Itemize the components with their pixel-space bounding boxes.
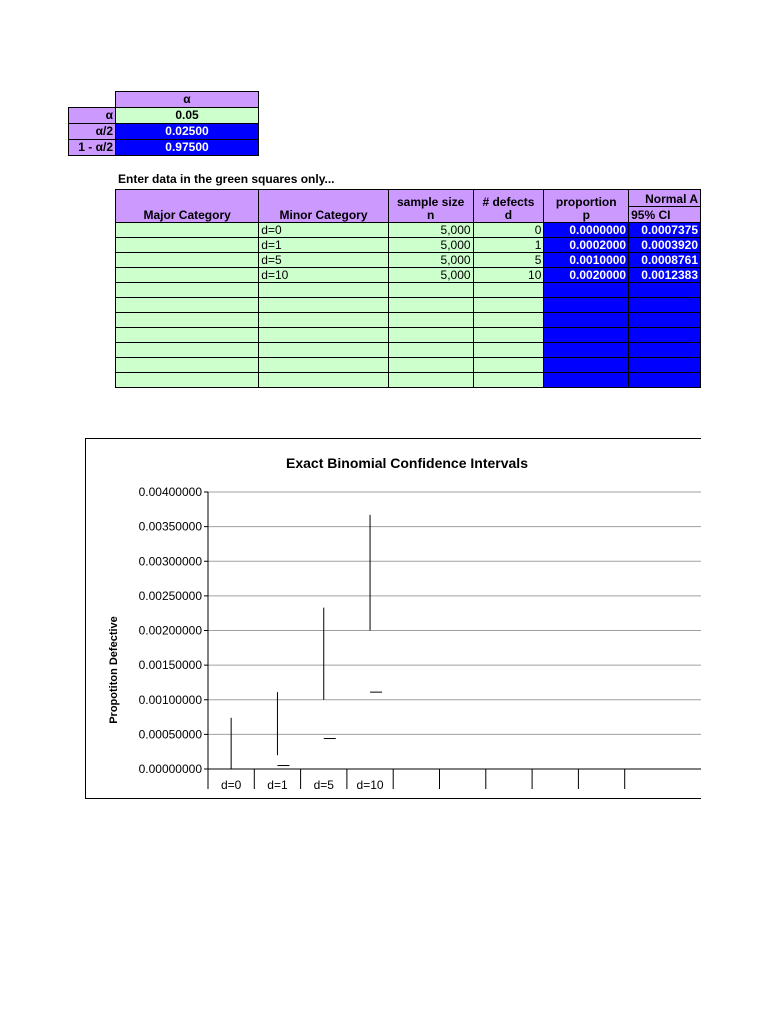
major-category-cell[interactable] — [116, 328, 259, 343]
ci-cell[interactable]: 0.0007375 — [629, 223, 701, 238]
alpha-half-label-cell[interactable]: α/2 — [68, 123, 116, 140]
table-row — [116, 358, 701, 373]
ci-cell[interactable]: 0.0008761 — [629, 253, 701, 268]
chart-frame[interactable] — [85, 438, 701, 799]
defects-cell[interactable]: 5 — [473, 253, 544, 268]
proportion-header[interactable] — [544, 190, 629, 223]
major-category-cell[interactable] — [116, 358, 259, 373]
major-category-cell[interactable] — [116, 253, 259, 268]
x-tick-label: d=0 — [220, 778, 242, 792]
proportion-cell[interactable] — [544, 298, 629, 313]
defects-cell[interactable] — [473, 283, 544, 298]
y-tick-label: 0.00050000 — [138, 727, 202, 742]
sample-size-cell[interactable]: 5,000 — [388, 223, 473, 238]
instruction-text: Enter data in the green squares only... — [118, 172, 335, 186]
table-row — [116, 238, 701, 253]
alpha-value-cell[interactable]: 0.05 — [115, 107, 259, 124]
ci-cell[interactable] — [629, 328, 701, 343]
defects-header[interactable] — [473, 190, 544, 223]
ci-cell[interactable]: 0.0003920 — [629, 238, 701, 253]
major-category-cell[interactable] — [116, 373, 259, 388]
minor-category-cell[interactable] — [259, 328, 388, 343]
defects-cell[interactable] — [473, 313, 544, 328]
data-table — [115, 189, 701, 388]
table-row — [116, 343, 701, 358]
table-header-row — [116, 190, 701, 207]
defects-header-line2: d — [504, 208, 513, 222]
defects-cell[interactable] — [473, 373, 544, 388]
proportion-cell[interactable]: 0.0010000 — [544, 253, 629, 268]
table-row — [116, 253, 701, 268]
x-tick-label: d=1 — [267, 778, 288, 792]
major-category-cell[interactable] — [116, 223, 259, 238]
one-minus-alpha-half-label-cell[interactable]: 1 - α/2 — [68, 139, 116, 156]
y-tick-label: 0.00000000 — [138, 762, 202, 776]
defects-cell[interactable]: 10 — [473, 268, 544, 283]
major-category-cell[interactable] — [116, 343, 259, 358]
sample-size-header[interactable] — [388, 190, 473, 223]
defects-cell[interactable] — [473, 343, 544, 358]
x-tick-label: d=5 — [313, 778, 334, 792]
ci-cell[interactable] — [629, 373, 701, 388]
sample-size-cell[interactable] — [388, 343, 473, 358]
sample-size-cell[interactable]: 5,000 — [388, 253, 473, 268]
y-tick-label: 0.00300000 — [138, 554, 202, 569]
alpha-header-cell[interactable]: α — [115, 91, 259, 108]
y-tick-label: 0.00400000 — [138, 485, 202, 499]
y-axis-label: Propotiton Defective — [108, 616, 120, 724]
minor-category-cell[interactable]: d=5 — [259, 253, 388, 268]
chart-plot — [86, 439, 701, 800]
minor-category-cell[interactable] — [259, 313, 388, 328]
normal-approx-header[interactable]: Normal A — [629, 190, 701, 207]
minor-category-cell[interactable]: d=1 — [259, 238, 388, 253]
ci-cell[interactable] — [629, 298, 701, 313]
major-category-cell[interactable] — [116, 298, 259, 313]
defects-cell[interactable] — [473, 328, 544, 343]
sample-size-cell[interactable] — [388, 313, 473, 328]
minor-category-cell[interactable] — [259, 358, 388, 373]
sample-size-cell[interactable] — [388, 358, 473, 373]
y-tick-label: 0.00200000 — [138, 623, 202, 638]
y-tick-label: 0.00250000 — [138, 588, 202, 603]
proportion-cell[interactable] — [544, 313, 629, 328]
table-row — [116, 373, 701, 388]
alpha-half-value-cell[interactable]: 0.02500 — [115, 123, 259, 140]
y-tick-label: 0.00350000 — [138, 519, 202, 534]
major-category-header[interactable]: Major Category — [116, 190, 259, 223]
proportion-cell[interactable] — [544, 343, 629, 358]
proportion-cell[interactable] — [544, 283, 629, 298]
y-tick-label: 0.00100000 — [138, 692, 202, 707]
minor-category-cell[interactable] — [259, 343, 388, 358]
sample-size-cell[interactable] — [388, 373, 473, 388]
table-row — [116, 298, 701, 313]
major-category-cell[interactable] — [116, 283, 259, 298]
ci-header[interactable]: 95% CI — [629, 207, 701, 223]
proportion-cell[interactable] — [544, 328, 629, 343]
proportion-header-line2: p — [582, 208, 590, 222]
major-category-cell[interactable] — [116, 238, 259, 253]
proportion-header-line1: proportion — [555, 195, 617, 209]
major-category-cell[interactable] — [116, 268, 259, 283]
ci-cell[interactable] — [629, 313, 701, 328]
sample-size-cell[interactable]: 5,000 — [388, 268, 473, 283]
sample-size-cell[interactable] — [388, 298, 473, 313]
sample-size-cell[interactable] — [388, 283, 473, 298]
chart-title: Exact Binomial Confidence Intervals — [286, 455, 528, 471]
ci-cell[interactable] — [629, 358, 701, 373]
proportion-cell[interactable]: 0.0020000 — [544, 268, 629, 283]
alpha-label-cell[interactable]: α — [68, 107, 116, 124]
proportion-cell[interactable]: 0.0002000 — [544, 238, 629, 253]
minor-category-cell[interactable]: d=0 — [259, 223, 388, 238]
sample-size-cell[interactable]: 5,000 — [388, 238, 473, 253]
minor-category-cell[interactable] — [259, 373, 388, 388]
ci-cell[interactable] — [629, 283, 701, 298]
sample-size-header-line2: n — [427, 208, 435, 222]
table-row — [116, 268, 701, 283]
one-minus-alpha-half-value-cell[interactable]: 0.97500 — [115, 139, 259, 156]
minor-category-cell[interactable] — [259, 298, 388, 313]
proportion-cell[interactable]: 0.0000000 — [544, 223, 629, 238]
x-tick-label: d=10 — [356, 778, 384, 792]
table-row — [116, 313, 701, 328]
proportion-cell[interactable] — [544, 373, 629, 388]
minor-category-cell[interactable]: d=10 — [259, 268, 388, 283]
ci-cell[interactable] — [629, 343, 701, 358]
sample-size-cell[interactable] — [388, 328, 473, 343]
table-row — [116, 223, 701, 238]
defects-cell[interactable] — [473, 358, 544, 373]
proportion-cell[interactable] — [544, 358, 629, 373]
defects-cell[interactable]: 1 — [473, 238, 544, 253]
defects-cell[interactable]: 0 — [473, 223, 544, 238]
y-tick-label: 0.00150000 — [138, 658, 202, 673]
minor-category-cell[interactable] — [259, 283, 388, 298]
ci-cell[interactable]: 0.0012383 — [629, 268, 701, 283]
defects-cell[interactable] — [473, 298, 544, 313]
minor-category-header[interactable]: Minor Category — [259, 190, 388, 223]
sample-size-header-line1: sample size — [396, 195, 465, 209]
major-category-cell[interactable] — [116, 313, 259, 328]
defects-header-line1: # defects — [482, 195, 535, 209]
table-row — [116, 328, 701, 343]
table-row — [116, 283, 701, 298]
